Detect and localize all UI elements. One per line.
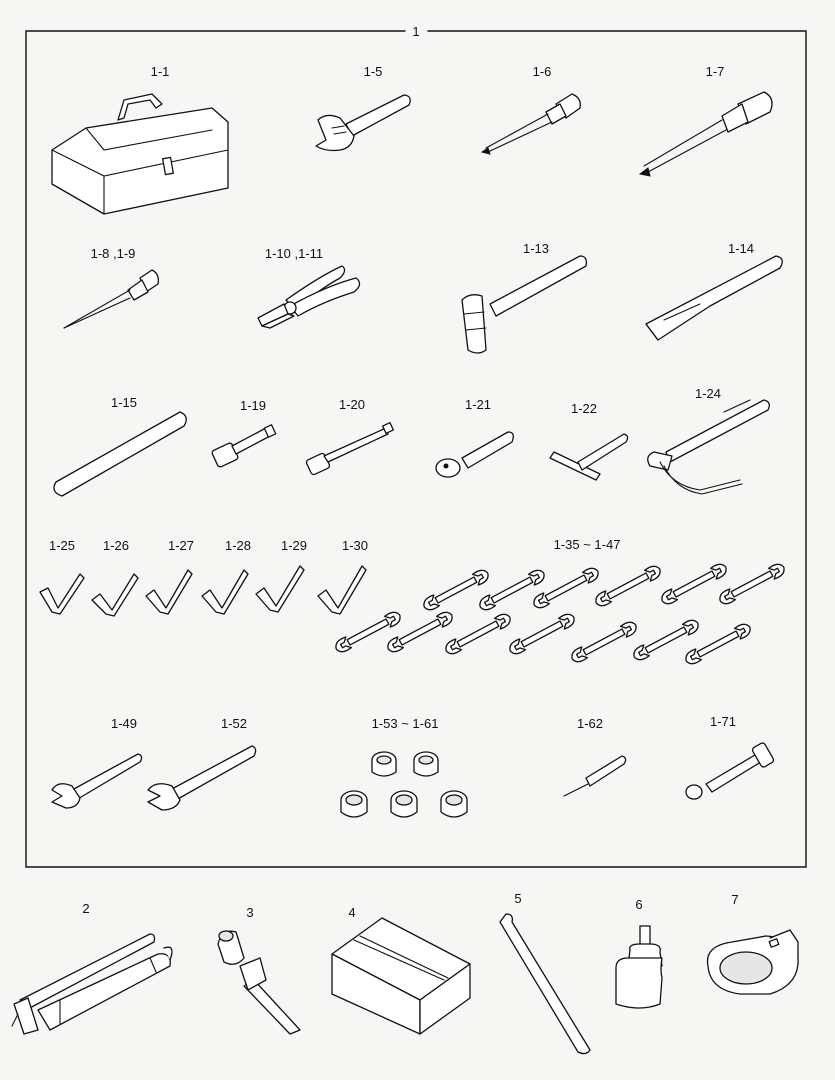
funnel-icon (616, 926, 662, 1008)
label-1-19: 1-19 (239, 398, 267, 413)
label-1-10-1-11: 1-10 ,1-11 (264, 246, 324, 261)
label-1-5: 1-5 (363, 64, 383, 79)
separate-rod-icon (500, 914, 590, 1054)
label-2: 2 (82, 901, 90, 916)
label-3: 3 (246, 905, 254, 920)
label-1-52: 1-52 (220, 716, 248, 731)
label-1-20: 1-20 (338, 397, 366, 412)
label-1-21: 1-21 (464, 397, 492, 412)
grease-gun-icon (12, 934, 172, 1034)
label-1-13: 1-13 (522, 241, 550, 256)
open-end-wrench-icon (659, 561, 729, 606)
open-end-wrench-icon (443, 611, 513, 656)
hex-key-6-icon (318, 566, 366, 614)
open-end-wrench-icon (507, 611, 577, 656)
label-1-6: 1-6 (532, 64, 552, 79)
label-5: 5 (514, 891, 522, 906)
pipe-handle-icon (646, 256, 782, 340)
hex-key-5-icon (256, 566, 304, 612)
label-1-7: 1-7 (705, 64, 725, 79)
open-end-wrench-icon (593, 563, 663, 608)
label-1-22: 1-22 (570, 401, 598, 416)
label-1-24: 1-24 (694, 386, 722, 401)
label-1-8-1-9: 1-8 ,1-9 (90, 246, 136, 261)
label-6: 6 (635, 897, 643, 912)
hex-key-3-icon (146, 570, 192, 614)
pin-tool-icon (564, 756, 626, 796)
grease-hose-icon (218, 931, 300, 1034)
rod-icon (54, 412, 186, 496)
small-screwdriver-icon (482, 94, 580, 154)
hex-key-4-icon (202, 570, 248, 614)
label-1-28: 1-28 (224, 538, 252, 553)
label-7: 7 (731, 892, 739, 907)
label-1-62: 1-62 (576, 716, 604, 731)
label-1-49: 1-49 (110, 716, 138, 731)
pliers-icon (258, 266, 360, 328)
hammer-icon (462, 256, 586, 353)
sockets-icon (341, 752, 467, 817)
hex-key-2-icon (92, 574, 138, 616)
short-extension-icon (211, 425, 276, 468)
single-wrench-large-icon (148, 746, 256, 810)
label-1-25: 1-25 (48, 538, 76, 553)
label-1-35-1-47: 1-35 ~ 1-47 (553, 537, 621, 552)
label-1-53-1-61: 1-53 ~ 1-61 (371, 716, 439, 731)
strap-wrench-icon (648, 400, 770, 494)
toolbox-icon (52, 94, 228, 214)
open-end-wrench-icon (569, 619, 639, 664)
label-1-14: 1-14 (727, 241, 755, 256)
single-wrench-small-icon (52, 754, 142, 808)
label-1-27: 1-27 (167, 538, 195, 553)
long-extension-icon (306, 423, 394, 476)
socket-bar-icon (686, 742, 775, 799)
open-end-wrench-icon (717, 561, 787, 606)
label-1-1: 1-1 (150, 64, 170, 79)
label-4: 4 (348, 905, 356, 920)
label-1-15: 1-15 (110, 395, 138, 410)
open-end-wrenches-icon (333, 561, 787, 666)
box-icon (332, 918, 470, 1034)
t-handle-icon (550, 434, 628, 480)
awl-icon (64, 270, 158, 328)
hex-key-1-icon (40, 574, 84, 614)
label-1-71: 1-71 (709, 714, 737, 729)
label-1-29: 1-29 (280, 538, 308, 553)
label-1-26: 1-26 (102, 538, 130, 553)
kit-number-label: 1 (412, 24, 420, 39)
large-screwdriver-icon (640, 92, 772, 176)
ratchet-icon (436, 432, 513, 477)
label-1-30: 1-30 (341, 538, 369, 553)
ring-wrench-icon (708, 930, 799, 994)
adjustable-wrench-icon (316, 95, 410, 151)
